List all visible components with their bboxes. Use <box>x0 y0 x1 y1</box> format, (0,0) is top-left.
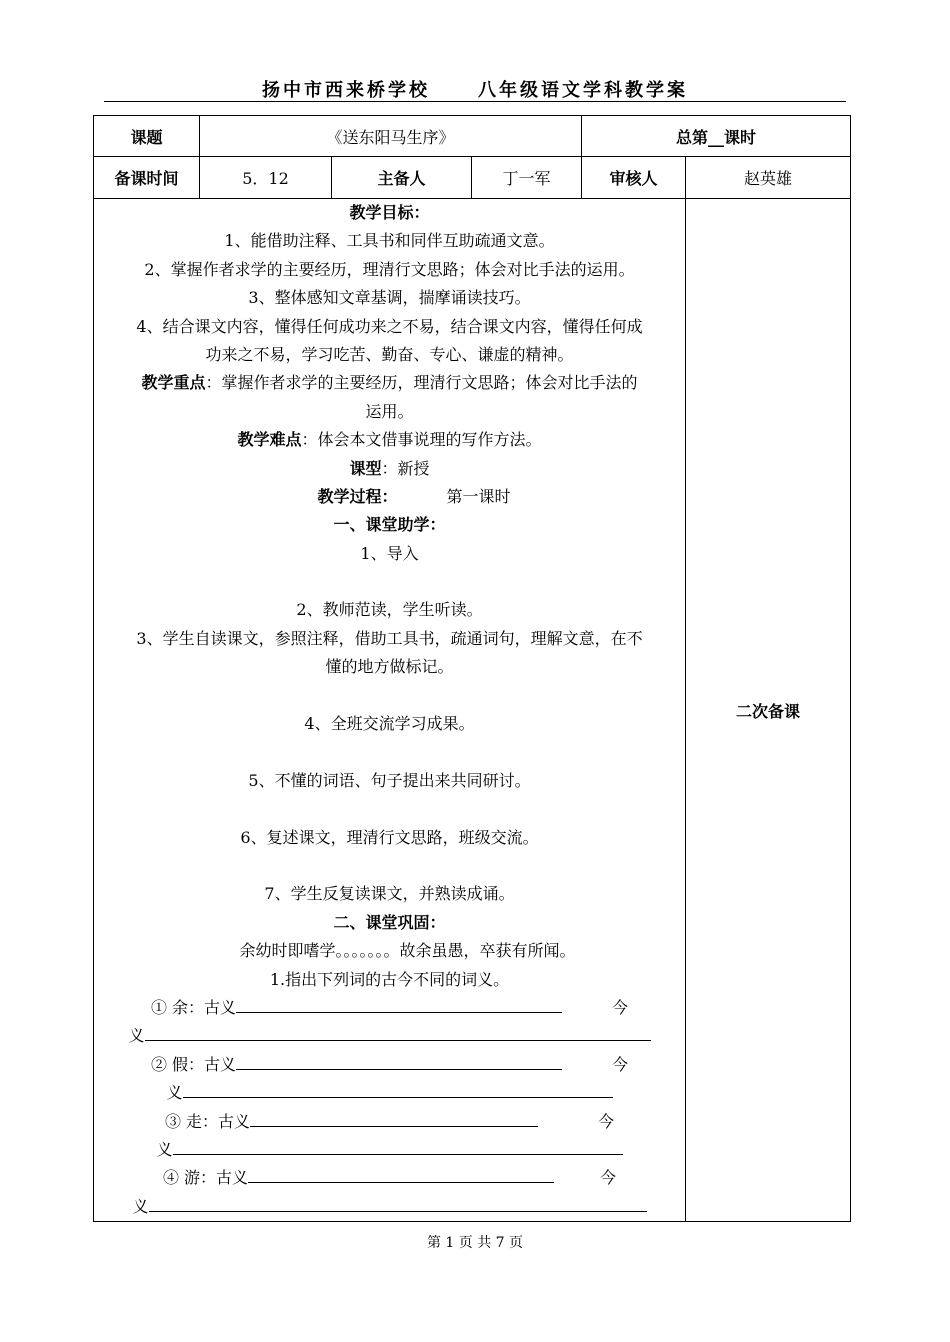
school-name: 扬中市西来桥学校 <box>262 80 430 101</box>
word-jin: 今 <box>600 1168 617 1188</box>
lesson-plan-table <box>93 115 851 1222</box>
topic-label: 课题 <box>94 116 200 157</box>
goals-heading: 教学目标： <box>349 203 430 222</box>
difficulty-label: 教学难点 <box>237 430 302 450</box>
section-heading: 一、课堂助学： <box>333 515 446 535</box>
question-prompt: 1.指出下列词的古今不同的词义。 <box>269 969 510 989</box>
word-yi: 义 <box>156 1139 173 1159</box>
reviewer-label: 审核人 <box>582 157 686 199</box>
goal-item: 4、结合课文内容，懂得任何成功来之不易，结合课文内容，懂得任何成 <box>136 316 643 336</box>
lesson-type <box>94 455 685 483</box>
answer-blank-ancient[interactable] <box>250 1109 538 1127</box>
lesson-content <box>94 199 686 1222</box>
step-item: 7、学生反复读课文，并熟读成诵。 <box>264 884 515 904</box>
subject-title: 八年级语文学科教学案 <box>478 80 688 101</box>
goal-item: 1、能借助注释、工具书和同伴互助疏通文意。 <box>224 231 555 251</box>
word-yi: 义 <box>166 1083 183 1103</box>
answer-blank-ancient[interactable] <box>236 995 562 1013</box>
prep-time-value: 5．12 <box>200 157 332 199</box>
answer-blank-modern[interactable] <box>183 1080 613 1098</box>
word-label: ④ 游：古义 <box>162 1168 249 1188</box>
word-yi: 义 <box>128 1026 145 1046</box>
passage-excerpt: 余幼时即嗜学。。。。。。。故余虽愚，卒获有所闻。 <box>239 941 576 961</box>
goal-item-cont: 功来之不易，学习吃苦、勤奋、专心、谦虚的精神。 <box>205 344 574 364</box>
process <box>94 483 685 511</box>
lesson-count: 总第__课时 <box>582 116 851 157</box>
word-item <box>94 1051 685 1079</box>
word-item-cont <box>94 1079 685 1107</box>
word-item <box>94 1164 685 1192</box>
word-jin: 今 <box>612 1054 629 1074</box>
answer-blank-ancient[interactable] <box>248 1165 554 1183</box>
answer-blank-modern[interactable] <box>149 1194 647 1212</box>
step-item: 4、全班交流学习成果。 <box>304 714 475 734</box>
step-item-cont: 懂的地方做标记。 <box>325 657 454 677</box>
step-item: 3、学生自读课文，参照注释，借助工具书，疏通词句，理解文意，在不 <box>136 628 643 648</box>
answer-blank-ancient[interactable] <box>236 1052 562 1070</box>
word-item-cont <box>94 1193 685 1221</box>
header-divider <box>104 101 846 102</box>
word-item-cont <box>94 1136 685 1164</box>
step-item: 5、不懂的词语、句子提出来共同研讨。 <box>248 770 531 790</box>
word-label: ③ 走：古义 <box>164 1111 251 1131</box>
step-item: 2、教师范读，学生听读。 <box>296 600 483 620</box>
key-points <box>94 369 685 397</box>
difficulty-text: ：体会本文借事说理的写作方法。 <box>301 430 542 450</box>
answer-blank-modern[interactable] <box>145 1023 651 1041</box>
step-item: 6、复述课文，理清行文思路，班级交流。 <box>240 827 539 847</box>
preparer-value: 丁一军 <box>472 157 582 199</box>
process-sub: 第一课时 <box>446 486 511 506</box>
word-label: ② 假：古义 <box>150 1054 237 1074</box>
difficulty <box>94 426 685 454</box>
goal-item: 2、掌握作者求学的主要经历，理清行文思路；体会对比手法的运用。 <box>144 259 635 279</box>
document-header <box>104 76 846 102</box>
answer-blank-modern[interactable] <box>173 1137 623 1155</box>
goal-item: 3、整体感知文章基调，揣摩诵读技巧。 <box>248 288 531 308</box>
second-prep-label: 二次备课 <box>736 701 801 721</box>
key-points-text: ：掌握作者求学的主要经历，理清行文思路；体会对比手法的 <box>205 373 638 393</box>
word-item <box>94 1108 685 1136</box>
word-jin: 今 <box>612 997 629 1017</box>
word-item <box>94 994 685 1022</box>
key-points-label: 教学重点 <box>141 373 206 393</box>
step-item: 1、导入 <box>360 543 419 563</box>
word-item-cont <box>94 1022 685 1050</box>
preparer-label: 主备人 <box>332 157 472 199</box>
process-label: 教学过程： <box>317 486 398 506</box>
word-jin: 今 <box>598 1111 615 1131</box>
word-label: ① 余：古义 <box>150 997 237 1017</box>
key-points-cont: 运用。 <box>365 401 414 421</box>
word-yi: 义 <box>132 1196 149 1216</box>
topic-value: 《送东阳马生序》 <box>200 116 582 157</box>
lesson-type-text: ：新授 <box>381 458 430 478</box>
page-footer: 第 1 页 共 7 页 <box>426 1235 524 1251</box>
prep-time-label: 备课时间 <box>94 157 200 199</box>
lesson-type-label: 课型 <box>349 458 382 478</box>
reviewer-value: 赵英雄 <box>686 157 851 199</box>
section-heading: 二、课堂巩固： <box>333 912 446 932</box>
second-prep-column[interactable] <box>686 199 851 1222</box>
